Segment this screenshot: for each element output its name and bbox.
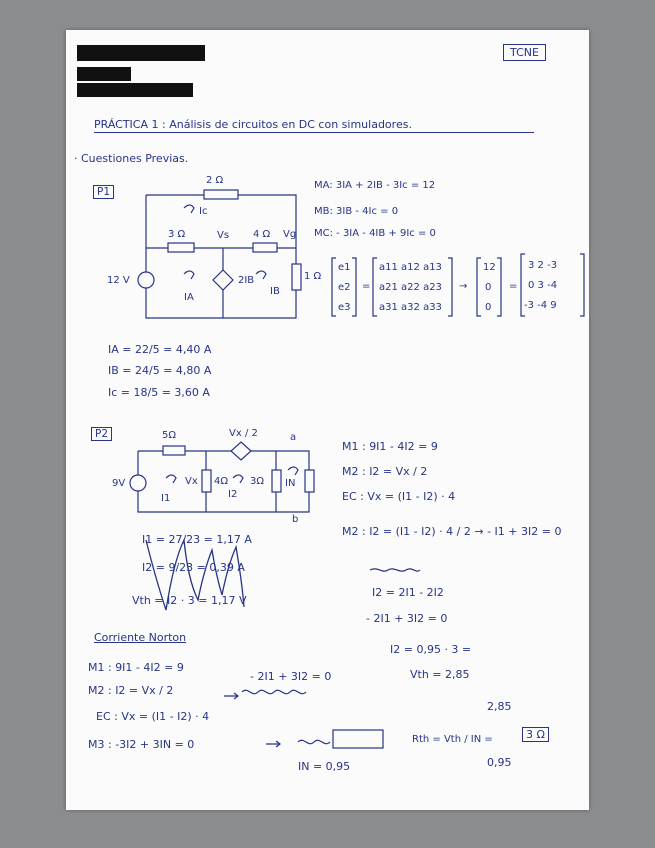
p2-eq-m2: M2 : I2 = Vx / 2 [342,465,428,478]
p1-eq-mb: MB: 3IB - 4Ic = 0 [314,206,399,217]
work-eq: - 2I1 + 3I2 = 0 [366,612,448,625]
rth-denominator: 0,95 [487,756,512,769]
p2-eq-ec: EC : Vx = (I1 - I2) · 4 [342,490,456,503]
practice-title: PRÁCTICA 1 : Análisis de circuitos en DC con simuladores. [94,118,412,131]
norton-heading: Corriente Norton [94,631,187,644]
p2-eq-m1: M1 : 9I1 - 4I2 = 9 [342,440,438,453]
p2-r-top: 5Ω [162,430,177,441]
equals-sign: = [362,281,371,292]
norton-side-eq: - 2I1 + 3I2 = 0 [250,670,332,683]
p2-node-a: a [290,432,297,443]
p1-r-top: 2 Ω [206,175,224,186]
matrix-num-row1: 3 2 -3 [528,260,558,271]
p2-r-mid: 4Ω [214,476,229,487]
work-i2: I2 = 2I1 - 2I2 [372,586,444,599]
norton-eq-ec: EC : Vx = (I1 - I2) · 4 [96,710,210,723]
p1-node-vs: Vs [217,230,230,241]
p1-eq-mc: MC: - 3IA - 4IB + 9Ic = 0 [314,228,436,239]
p1-result-ia: IA = 22/5 = 4,40 A [108,343,212,356]
matrix-b-row3: 0 [485,302,492,313]
arrow-icon: → [459,281,468,292]
matrix-num-row2: 0 3 -4 [528,280,558,291]
matrix-a-row1: a11 a12 a13 [379,262,442,273]
matrix-a-row2: a21 a22 a23 [379,282,442,293]
matrix-var-e2: e2 [338,282,351,293]
rth-lhs: Rth = Vth / IN = [412,734,493,745]
p2-label: P2 [91,427,112,441]
section-heading: · Cuestiones Previas. [74,152,189,165]
matrix-var-e3: e3 [338,302,351,313]
crossed-vth: Vth = I2 · 3 = 1,17 V [132,594,247,607]
p2-i1: I1 [161,493,171,504]
matrix-a-row3: a31 a32 a33 [379,302,442,313]
crossed-i1: I1 = 27/23 = 1,17 A [142,533,252,546]
p1-ic: Ic [199,206,208,217]
rth-numerator: 2,85 [487,700,512,713]
in-result: IN = 0,95 [298,760,351,773]
norton-eq-m2: M2 : I2 = Vx / 2 [88,684,174,697]
p1-ib: IB [270,286,280,297]
p2-node-b: b [292,514,299,525]
p2-in: IN [285,478,296,489]
equals-sign: = [509,281,518,292]
p1-eq-ma: MA: 3IA + 2IB - 3Ic = 12 [314,180,436,191]
p2-i2: I2 [228,489,238,500]
norton-eq-m3: M3 : -3I2 + 3IN = 0 [88,738,195,751]
p2-dep-source: Vx / 2 [229,428,258,439]
matrix-b-row2: 0 [485,282,492,293]
p1-r-right: 1 Ω [304,271,322,282]
p2-r-right: 3Ω [250,476,265,487]
matrix-b-row1: 12 [483,262,496,273]
p1-ia: IA [184,292,194,303]
p1-result-ic: Ic = 18/5 = 3,60 A [108,386,210,399]
rth-result: 3 Ω [522,727,549,742]
norton-eq-m1: M1 : 9I1 - 4I2 = 9 [88,661,184,674]
notebook-page [66,30,589,810]
work-vth: Vth = 2,85 [410,668,470,681]
p1-r-left: 3 Ω [168,229,186,240]
crossed-i2: I2 = 9/23 = 0,39 A [142,561,245,574]
course-tag: TCNE [503,44,546,61]
p1-r-mid: 4 Ω [253,229,271,240]
matrix-num-row3: -3 -4 9 [524,300,557,311]
work-i2-value: I2 = 0,95 · 3 = [390,643,472,656]
p1-result-ib: IB = 24/5 = 4,80 A [108,364,212,377]
p1-source: 12 V [107,275,130,286]
p2-source: 9V [112,478,126,489]
p1-dep-source: 2IB [238,275,255,286]
p1-node-vg: Vg [283,229,297,240]
p2-vx: Vx [185,476,198,487]
matrix-var-e1: e1 [338,262,351,273]
p1-label: P1 [93,185,114,199]
p2-eq-m2-derived: M2 : I2 = (I1 - I2) · 4 / 2 → - I1 + 3I2 = 0 [342,525,562,538]
norton-scribbles [66,30,589,810]
